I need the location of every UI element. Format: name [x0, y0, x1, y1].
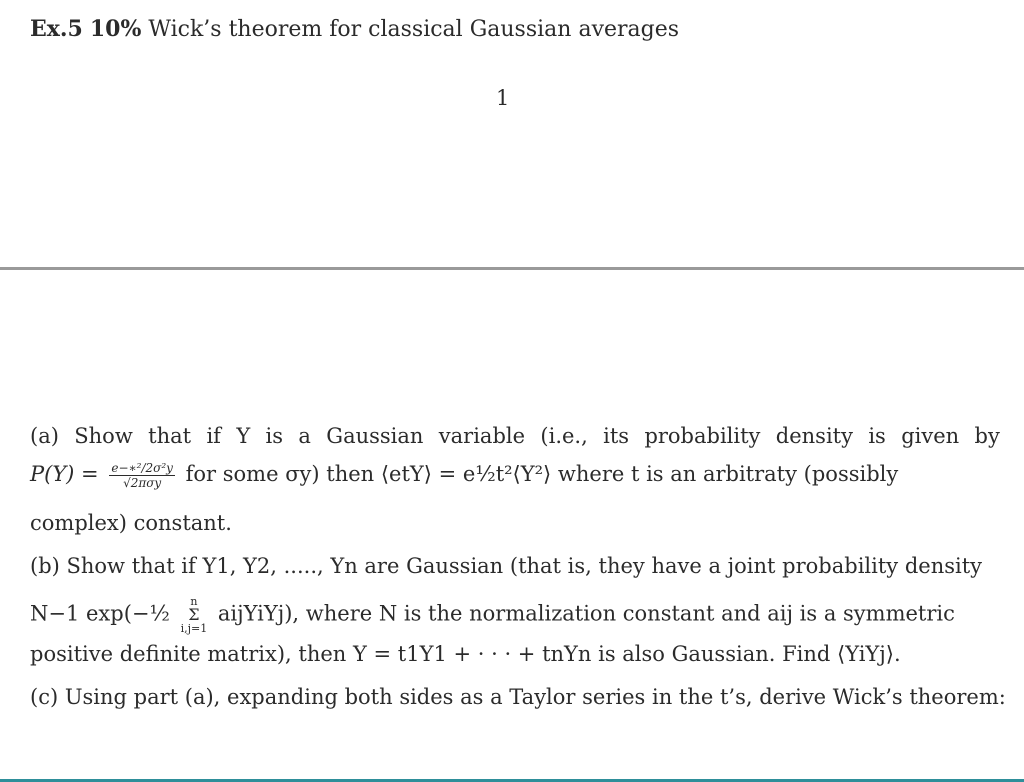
- part-a-word: Gaussian: [326, 424, 424, 448]
- exercise-title: [30, 16, 679, 42]
- part-a-word: probability: [644, 424, 761, 448]
- page-divider: [0, 267, 1024, 270]
- part-a-word: given: [901, 424, 960, 448]
- part-b-line-1: (b) Show that if Y1, Y2, ....., Yn are Gaussian (that is, they have a joint probability density: [30, 554, 983, 578]
- sum-upper-limit: n: [190, 595, 198, 608]
- exercise-title-text: Wick’s theorem for classical Gaussian averages: [148, 17, 680, 42]
- gaussian-density-fraction: [109, 462, 175, 489]
- part-a-line-2-text: for some σy) then ⟨etY⟩ = e½t²⟨Y²⟩ where t is an arbitraty (possibly: [185, 462, 899, 486]
- part-c-line-1: (c) Using part (a), expanding both sides as a Taylor series in the t’s, derive Wick’s theorem:: [30, 685, 1006, 709]
- sigma-icon: Σ: [188, 605, 200, 624]
- density-lhs: P(Y) =: [30, 462, 99, 486]
- part-a-word: Show: [74, 424, 133, 448]
- part-a-word: is: [868, 424, 886, 448]
- part-a-word: its: [603, 424, 630, 448]
- part-a-line-1: [30, 426, 1000, 447]
- part-a-word: variable: [438, 424, 526, 448]
- part-a-word: (a): [30, 424, 59, 448]
- fraction-denominator: √2πσy: [123, 476, 162, 490]
- part-a-word: if: [206, 424, 221, 448]
- sum-lower-limit: i,j=1: [180, 622, 208, 635]
- exercise-label: Ex.5: [30, 16, 83, 42]
- fraction-numerator: e−∗²/2σ²y: [111, 461, 173, 475]
- part-a-word: density: [775, 424, 853, 448]
- part-b-line-2: [30, 596, 1000, 634]
- part-a-line-3: complex) constant.: [30, 511, 232, 535]
- page-number: 1: [496, 86, 510, 110]
- part-a-word: is: [265, 424, 284, 448]
- part-a-word: by: [974, 424, 1000, 448]
- part-a-word: a: [298, 424, 311, 448]
- part-b-line-2-prefix: N−1 exp(−½: [30, 601, 170, 626]
- part-a-line-2: [30, 462, 1000, 489]
- part-a-word: (i.e.,: [540, 424, 588, 448]
- summation-symbol: [181, 596, 208, 634]
- part-b-line-2-suffix: aijYiYj), where N is the normalization constant and aij is a symmetric: [217, 601, 955, 626]
- part-a-word: that: [148, 424, 192, 448]
- part-b-line-3: positive definite matrix), then Y = t1Y1 + · · · + tnYn is also Gaussian. Find ⟨YiYj⟩.: [30, 642, 901, 666]
- exercise-weight: 10%: [89, 16, 142, 42]
- part-a-word: Y: [236, 424, 251, 448]
